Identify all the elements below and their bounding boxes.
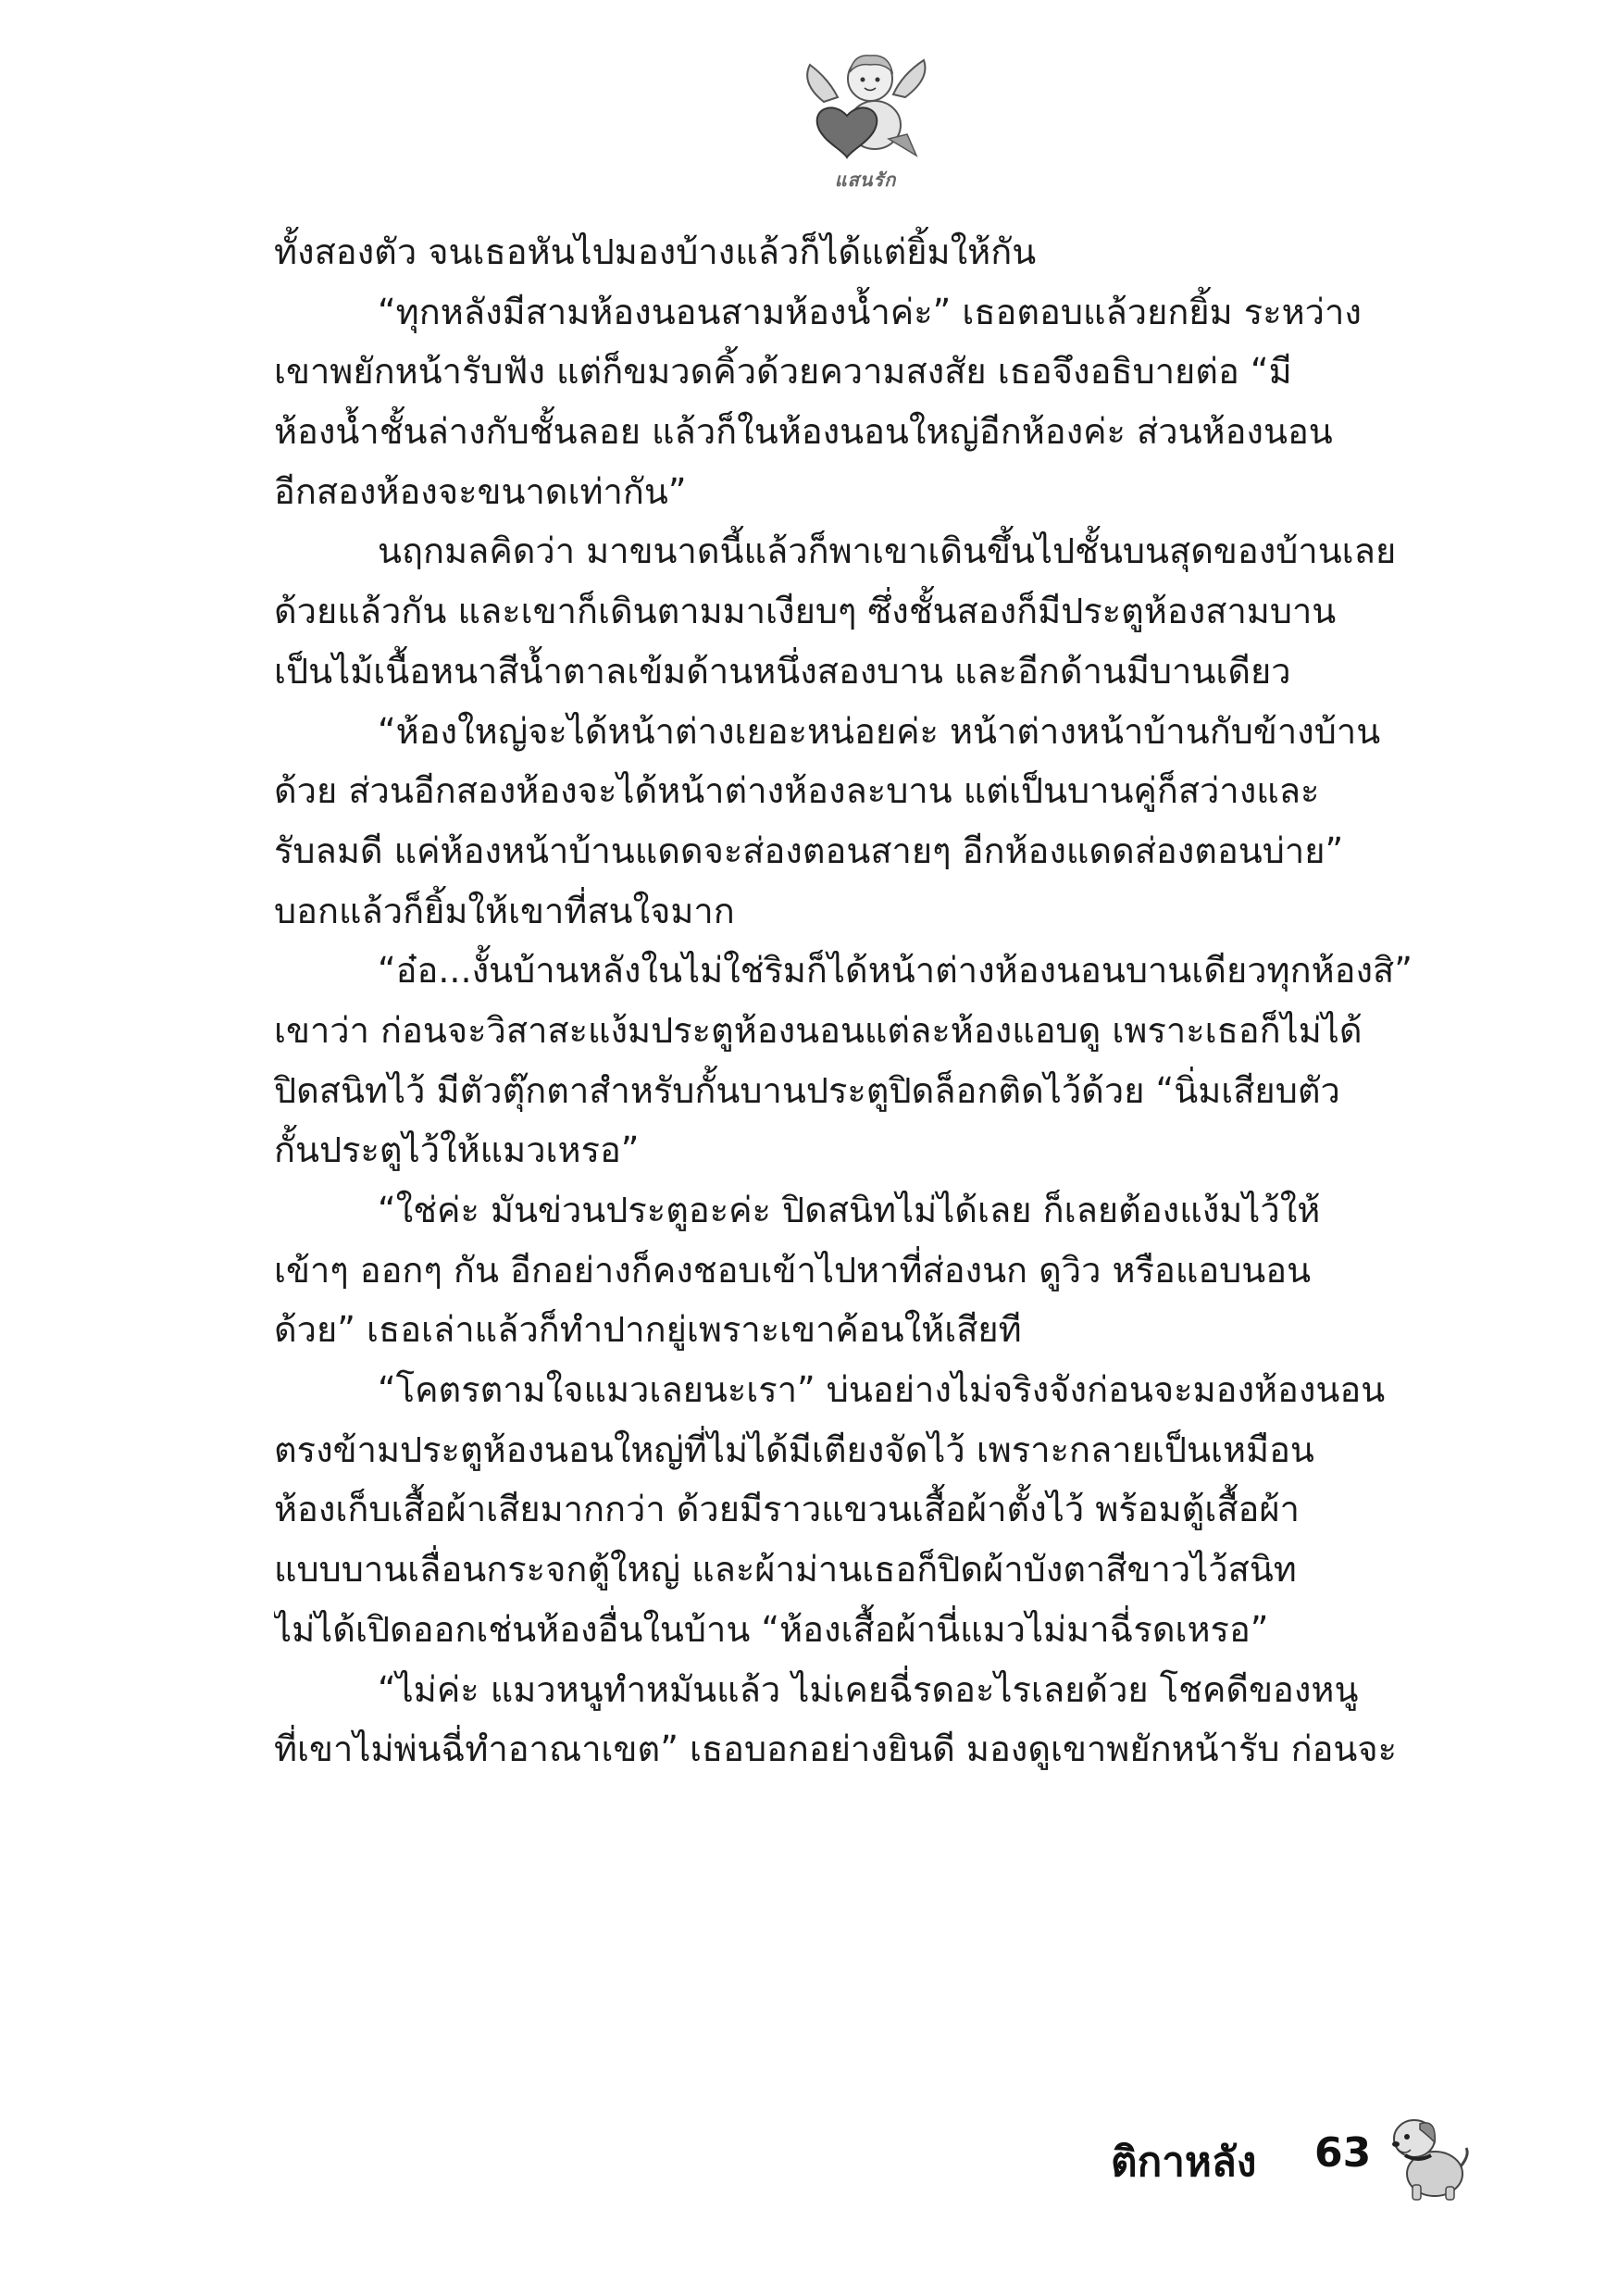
text-line: ด้วยแล้วกัน และเขาก็เดินตามมาเงียบๆ ซึ่งชั้นสองก็มีประตูห้องสามบาน <box>274 591 1337 632</box>
text-line: “ห้องใหญ่จะได้หน้าต่างเยอะหน่อยค่ะ หน้าต่างหน้าบ้านกับข้างบ้าน <box>378 710 1381 752</box>
text-line: เข้าๆ ออกๆ กัน อีกอย่างก็คงชอบเข้าไปหาที่ส่องนก ดูวิว หรือแอบนอน <box>274 1249 1312 1291</box>
text-line: อีกสองห้องจะขนาดเท่ากัน” <box>274 470 687 512</box>
text-line: “อ๋อ...งั้นบ้านหลังในไม่ใช่ริมก็ได้หน้าต่างห้องนอนบานเดียวทุกห้องสิ” <box>378 950 1413 992</box>
text-line: เขาว่า ก่อนจะวิสาสะแง้มประตูห้องนอนแต่ละห้องแอบดู เพราะเธอก็ไม่ได้ <box>274 1009 1363 1051</box>
text-line: “ทุกหลังมีสามห้องนอนสามห้องน้ำค่ะ” เธอตอบแล้วยกยิ้ม ระหว่าง <box>378 291 1362 332</box>
text-line: “ไม่ค่ะ แมวหนูทำหมันแล้ว ไม่เคยฉี่รดอะไรเลยด้วย โชคดีของหนู <box>378 1668 1359 1710</box>
text-line: ห้องน้ำชั้นล่างกับชั้นลอย แล้วก็ในห้องนอนใหญ่อีกห้องค่ะ ส่วนห้องนอน <box>274 411 1333 453</box>
puppy-icon <box>1379 2102 1472 2203</box>
text-line: บอกแล้วก็ยิ้มให้เขาที่สนใจมาก <box>274 890 735 931</box>
text-line: ไม่ได้เปิดออกเช่นห้องอื่นในบ้าน “ห้องเสื้อผ้านี่แมวไม่มาฉี่รดเหรอ” <box>274 1608 1269 1650</box>
text-line: แบบบานเลื่อนกระจกตู้ใหญ่ และผ้าม่านเธอก็ปิดผ้าบังตาสีขาวไว้สนิท <box>274 1549 1297 1591</box>
text-line: ห้องเก็บเสื้อผ้าเสียมากกว่า ด้วยมีราวแขวนเสื้อผ้าตั้งไว้ พร้อมตู้เสื้อผ้า <box>274 1489 1300 1530</box>
body-text <box>274 222 1468 2083</box>
text-line: ที่เขาไม่พ่นฉี่ทำอาณาเขต” เธอบอกอย่างยินดี มองดูเขาพยักหน้ารับ ก่อนจะ <box>274 1728 1398 1770</box>
text-line: ทั้งสองตัว จนเธอหันไปมองบ้างแล้วก็ได้แต่ยิ้มให้กัน <box>274 231 1037 272</box>
logo-text: แสนรัก <box>834 168 897 191</box>
header-logo <box>796 46 935 194</box>
text-line: “ใช่ค่ะ มันข่วนประตูอะค่ะ ปิดสนิทไม่ได้เลย ก็เลยต้องแง้มไว้ให้ <box>378 1190 1321 1230</box>
text-line: “โคตรตามใจแมวเลยนะเรา” บ่นอย่างไม่จริงจังก่อนจะมองห้องนอน <box>378 1369 1386 1411</box>
text-line: เขาพยักหน้ารับฟัง แต่ก็ขมวดคิ้วด้วยความสงสัย เธอจึงอธิบายต่อ “มี <box>274 351 1292 393</box>
text-line: นฤกมลคิดว่า มาขนาดนี้แล้วก็พาเขาเดินขึ้นไปชั้นบนสุดของบ้านเลย <box>378 530 1397 572</box>
book-title: ติกาหลัง <box>1111 2139 1257 2186</box>
text-line: ตรงข้ามประตูห้องนอนใหญ่ที่ไม่ได้มีเตียงจัดไว้ เพราะกลายเป็นเหมือน <box>274 1429 1314 1470</box>
page-footer <box>1111 2102 1481 2203</box>
text-line: เป็นไม้เนื้อหนาสีน้ำตาลเข้มด้านหนึ่งสองบาน และอีกด้านมีบานเดียว <box>274 650 1291 692</box>
page-number: 63 <box>1314 2129 1372 2177</box>
text-line: ด้วย” เธอเล่าแล้วก็ทำปากยู่เพราะเขาค้อนให้เสียที <box>274 1309 1022 1351</box>
text-line: ปิดสนิทไว้ มีตัวตุ๊กตาสำหรับกั้นบานประตูปิดล็อกติดไว้ด้วย “นิ่มเสียบตัว <box>274 1069 1340 1111</box>
text-line: กั้นประตูไว้ให้แมวเหรอ” <box>274 1129 640 1171</box>
text-line: ด้วย ส่วนอีกสองห้องจะได้หน้าต่างห้องละบาน แต่เป็นบานคู่ก็สว่างและ <box>274 770 1320 812</box>
cupid-with-heart-icon <box>796 46 935 167</box>
text-line: รับลมดี แค่ห้องหน้าบ้านแดดจะส่องตอนสายๆ อีกห้องแดดส่องตอนบ่าย” <box>274 830 1344 871</box>
